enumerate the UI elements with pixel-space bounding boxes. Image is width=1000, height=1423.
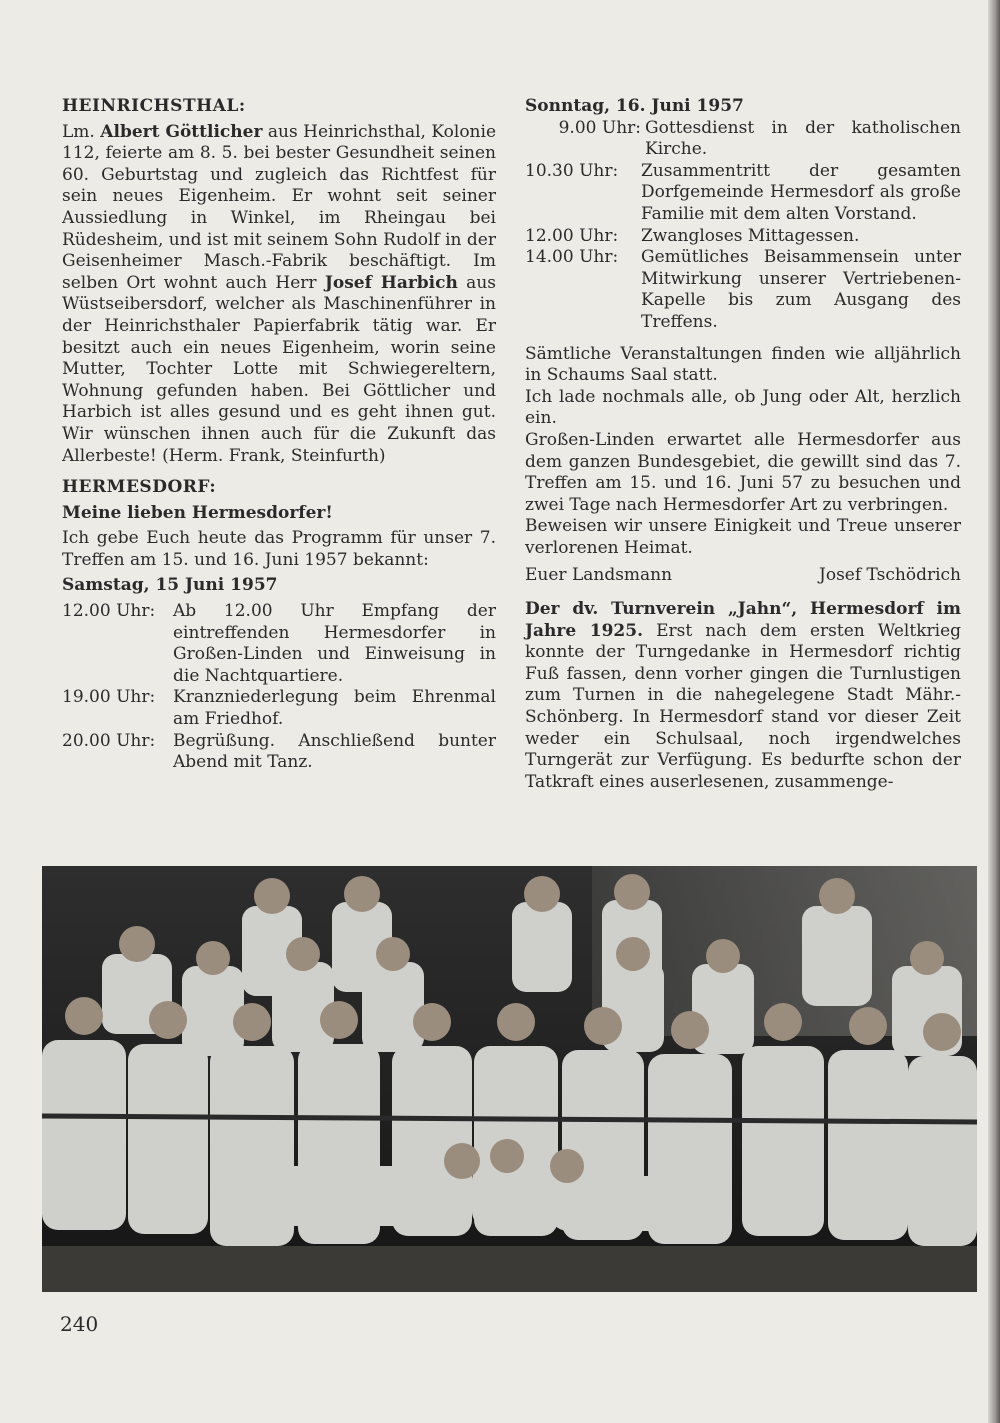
greeting: Meine lieben Hermesdorfer! [62,502,333,523]
heinrichsthal-heading: HEINRICHSTHAL: [62,96,246,116]
schedule-row: 14.00 Uhr: Gemütliches Beisammensein unter Mitwirkung unserer Vertriebenen-Kapelle bis zum Ausgang des Treffens. [525,247,961,332]
hermesdorf-heading: HERMESDORF: [62,477,217,498]
page-number: 240 [60,1312,99,1336]
paragraph-grossen-linden: Großen-Linden erwartet alle Hermesdorfer aus dem ganzen Bundesgebiet, die gewillt sind das 7. Treffen am 15. und 16. Juni 57 zu besuchen und zwei Tage nach Hermesdorfer Art zu verbringen. [525,429,961,515]
paragraph-unity: Beweisen wir unsere Einigkeit und Treue unserer verlorenen Heimat. [525,516,961,558]
name-albert-goettlicher: Albert Göttlicher [100,121,263,142]
hermesdorf-section [62,477,496,774]
signature-name: Josef Tschödrich [819,565,961,586]
left-column [62,96,496,774]
article-heading: Der dv. Turnverein „Jahn“, Hermesdorf im Jahre 1925. [525,599,961,641]
name-josef-harbich: Josef Harbich [324,272,458,293]
right-column [525,96,961,793]
schedule-row: 12.00 Uhr: Zwangloses Mittagessen. [525,225,860,246]
group-photo-illustration [42,866,977,1292]
group-photo [42,866,977,1292]
program-intro: Ich gebe Euch heute das Programm für unser 7. Treffen am 15. und 16. Juni 1957 bekannt: [62,528,496,570]
paragraph-venue: Sämtliche Veranstaltungen finden wie alljährlich in Schaums Saal statt. [525,343,961,386]
sunday-heading: Sonntag, 16. Juni 1957 [525,96,744,116]
turnverein-article: Der dv. Turnverein „Jahn“, Hermesdorf im Jahre 1925. Erst nach dem ersten Weltkrieg konnte der Turngedanke in Hermesdorf richtig Fuß fassen, denn vorher gingen die Turnlustigen zum Turnen in die nahegelegene Stadt Mähr.-Schönberg. In Hermesdorf stand vor dieser Zeit weder ein Schulsaal, noch irgendwelches Turngerät zur Verfügung. Es bedurfte schon der Tatkraft eines auserlesenen, zusammenge- [525,599,962,792]
schedule-row: 10.30 Uhr: Zusammentritt der gesamten Dorfgemeinde Hermesdorf als große Familie mit dem alten Vorstand. [525,160,961,224]
paragraph-invitation: Ich lade nochmals alle, ob Jung oder Alt, herzlich ein. [525,386,961,429]
closing: Euer Landsmann [525,565,673,586]
schedule-row: 12.00 Uhr: Ab 12.00 Uhr Empfang der eintreffenden Hermesdorfer in Großen-Linden und Einweisung in die Nachtquartiere. [62,601,496,686]
schedule-row: 9.00 Uhr: Gottesdienst in der katholischen Kirche. [558,117,961,160]
heinrichsthal-paragraph: Lm. Albert Göttlicher aus Heinrichsthal, Kolonie 112, feierte am 8. 5. bei bester Gesundheit seinen 60. Geburtstag und zugleich das Richtfest für sein neues Eigenheim. Er wohnt seit seiner Aussiedlung in Winkel, im Rheingau bei Rüdesheim, und ist mit seinem Sohn Rudolf in der Geisenheimer Masch.-Fabrik beschäftigt. Im selben Ort wohnt auch Herr Josef Harbich aus Wüstseibersdorf, welcher als Maschinenführer in der Heinrichsthaler Papierfabrik tätig war. Er besitzt auch ein neues Eigenheim, worin seine Mutter, Tochter Lotte mit Schwiegereltern, Wohnung gefunden haben. Bei Göttlicher und Harbich ist alles gesund und es geht ihnen gut. Wir wünschen ihnen auch für die Zukunft das Allerbeste! (Herm. Frank, Steinfurth) [62,121,497,466]
saturday-heading: Samstag, 15 Juni 1957 [62,575,278,596]
schedule-row: 19.00 Uhr: Kranzniederlegung beim Ehrenmal am Friedhof. [62,687,496,730]
signature-line [525,565,961,587]
schedule-row: 20.00 Uhr: Begrüßung. Anschließend bunter Abend mit Tanz. [62,730,496,773]
heinrichsthal-section [62,96,496,467]
page-edge-shadow [988,0,1000,1423]
